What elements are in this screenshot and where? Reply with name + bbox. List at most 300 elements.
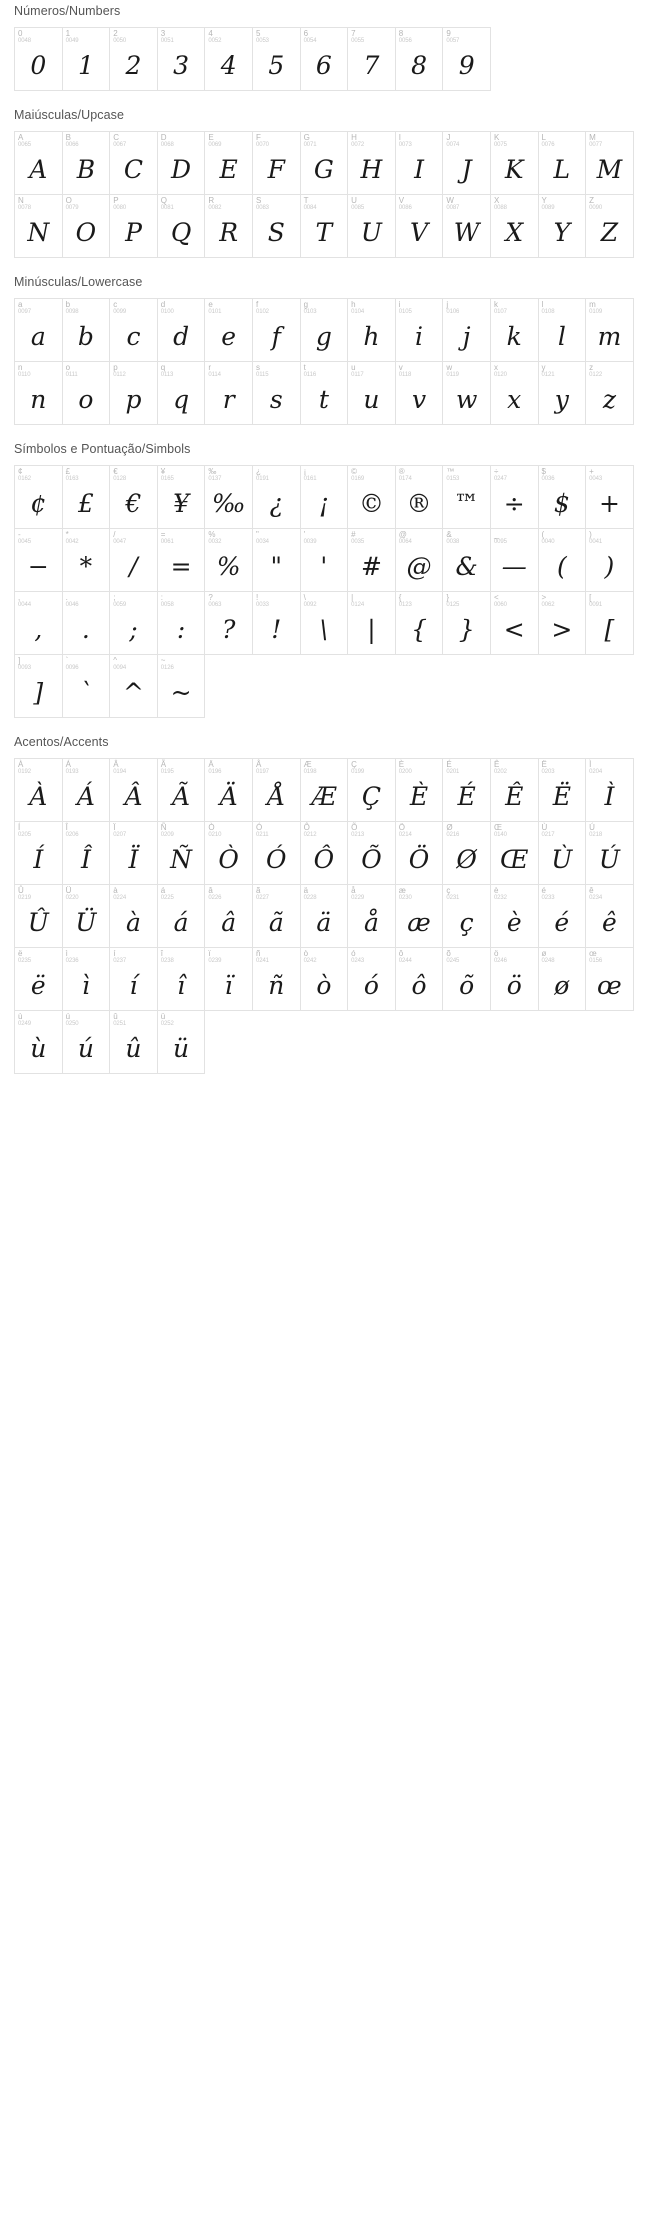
glyph-cell[interactable] bbox=[347, 758, 396, 822]
glyph-cell[interactable] bbox=[347, 194, 396, 258]
glyph-code-label: 0056 bbox=[398, 38, 412, 45]
glyph-char-label: ò bbox=[303, 949, 309, 958]
glyph-char-label: 4 bbox=[208, 29, 213, 38]
glyph-cell[interactable] bbox=[109, 758, 158, 822]
glyph-cell[interactable] bbox=[62, 298, 111, 362]
glyph-sample: Á bbox=[76, 781, 95, 811]
glyph-cell[interactable] bbox=[300, 361, 349, 425]
glyph-cell[interactable] bbox=[157, 361, 206, 425]
glyph-sample: ä bbox=[316, 907, 332, 937]
glyph-sample: − bbox=[27, 551, 49, 581]
glyph-cell[interactable] bbox=[204, 27, 253, 91]
glyph-sample: P bbox=[125, 217, 142, 247]
glyph-cell[interactable] bbox=[347, 591, 396, 655]
glyph-meta bbox=[301, 299, 348, 316]
glyph-cell[interactable] bbox=[300, 465, 349, 529]
glyph-sample: í bbox=[129, 970, 138, 1000]
glyph-cell[interactable] bbox=[204, 131, 253, 195]
glyph-cell[interactable] bbox=[395, 528, 444, 592]
glyph-cell[interactable] bbox=[490, 298, 539, 362]
glyph-code-label: 0252 bbox=[160, 1021, 174, 1028]
glyph-code-label: 0216 bbox=[446, 832, 460, 839]
glyph-meta bbox=[586, 592, 633, 609]
glyph-char-label: ¿ bbox=[255, 467, 261, 476]
glyph-code-label: 0120 bbox=[493, 372, 507, 379]
glyph-cell[interactable] bbox=[204, 361, 253, 425]
glyph-cell[interactable] bbox=[62, 947, 111, 1011]
glyph-meta bbox=[443, 948, 490, 965]
glyph-code-label: 0213 bbox=[351, 832, 365, 839]
glyph-code-label: 0072 bbox=[351, 142, 365, 149]
glyph-cell[interactable] bbox=[157, 298, 206, 362]
glyph-char-label: * bbox=[65, 530, 69, 539]
glyph-code-label: 0062 bbox=[541, 602, 555, 609]
glyph-cell[interactable] bbox=[300, 758, 349, 822]
glyph-cell[interactable] bbox=[157, 654, 206, 718]
glyph-cell[interactable] bbox=[585, 591, 634, 655]
glyph-sample: Ú bbox=[598, 844, 620, 874]
glyph-char-label: S bbox=[255, 196, 262, 205]
glyph-cell[interactable] bbox=[14, 821, 63, 885]
glyph-meta bbox=[491, 529, 538, 546]
glyph-sample: D bbox=[171, 154, 192, 184]
glyph-section bbox=[0, 275, 661, 424]
glyph-sample: n bbox=[30, 384, 47, 414]
glyph-meta bbox=[158, 362, 205, 379]
glyph-code-label: 0140 bbox=[493, 832, 507, 839]
glyph-cell[interactable] bbox=[395, 194, 444, 258]
glyph-sample: è bbox=[506, 907, 522, 937]
glyph-cell[interactable] bbox=[157, 947, 206, 1011]
glyph-cell[interactable] bbox=[347, 465, 396, 529]
glyph-cell[interactable] bbox=[490, 465, 539, 529]
glyph-cell[interactable] bbox=[204, 528, 253, 592]
glyph-cell[interactable] bbox=[252, 758, 301, 822]
glyph-cell[interactable] bbox=[300, 298, 349, 362]
glyph-code-label: 0113 bbox=[160, 372, 174, 379]
glyph-cell[interactable] bbox=[442, 528, 491, 592]
glyph-code-label: 0245 bbox=[446, 958, 460, 965]
glyph-cell[interactable] bbox=[347, 131, 396, 195]
glyph-sample: 9 bbox=[458, 50, 475, 80]
glyph-cell[interactable] bbox=[585, 758, 634, 822]
glyph-code-label: 0073 bbox=[398, 142, 412, 149]
glyph-code-label: 0250 bbox=[65, 1021, 79, 1028]
glyph-char-label: j bbox=[446, 300, 449, 309]
glyph-code-label: 0047 bbox=[113, 539, 127, 546]
glyph-char-label: \ bbox=[303, 593, 306, 602]
glyph-cell[interactable] bbox=[490, 947, 539, 1011]
glyph-cell[interactable] bbox=[395, 361, 444, 425]
glyph-code-label: 0100 bbox=[160, 309, 174, 316]
glyph-cell[interactable] bbox=[62, 884, 111, 948]
glyph-code-label: 0123 bbox=[398, 602, 412, 609]
glyph-sample: E bbox=[219, 154, 238, 184]
glyph-cell[interactable] bbox=[109, 27, 158, 91]
glyph-cell[interactable] bbox=[300, 947, 349, 1011]
glyph-sample: ¿ bbox=[269, 488, 283, 518]
glyph-cell[interactable] bbox=[300, 884, 349, 948]
glyph-cell[interactable] bbox=[62, 465, 111, 529]
glyph-sample: õ bbox=[459, 970, 475, 1000]
glyph-cell[interactable] bbox=[252, 361, 301, 425]
glyph-char-label: g bbox=[303, 300, 309, 309]
glyph-cell[interactable] bbox=[109, 465, 158, 529]
glyph-cell[interactable] bbox=[538, 528, 587, 592]
glyph-cell[interactable] bbox=[585, 194, 634, 258]
glyph-char-label: Æ bbox=[303, 760, 312, 769]
glyph-meta bbox=[348, 132, 395, 149]
glyph-cell[interactable] bbox=[62, 591, 111, 655]
glyph-char-label: ú bbox=[65, 1012, 71, 1021]
glyph-cell[interactable] bbox=[395, 298, 444, 362]
glyph-code-label: 0074 bbox=[446, 142, 460, 149]
glyph-cell[interactable] bbox=[347, 361, 396, 425]
glyph-cell[interactable] bbox=[14, 654, 63, 718]
glyph-cell[interactable] bbox=[14, 194, 63, 258]
glyph-meta bbox=[586, 948, 633, 965]
glyph-cell[interactable] bbox=[204, 194, 253, 258]
glyph-cell[interactable] bbox=[157, 1010, 206, 1074]
glyph-sample: Y bbox=[553, 217, 571, 247]
glyph-code-label: 0226 bbox=[208, 895, 222, 902]
glyph-code-label: 0106 bbox=[446, 309, 460, 316]
glyph-cell[interactable] bbox=[14, 1010, 63, 1074]
glyph-cell[interactable] bbox=[62, 1010, 111, 1074]
glyph-sample: ô bbox=[411, 970, 427, 1000]
glyph-sample: Ì bbox=[604, 781, 615, 811]
glyph-cell[interactable] bbox=[109, 361, 158, 425]
glyph-cell[interactable] bbox=[252, 298, 301, 362]
glyph-sample: Û bbox=[27, 907, 49, 937]
glyph-meta bbox=[253, 299, 300, 316]
glyph-cell[interactable] bbox=[490, 758, 539, 822]
glyph-cell[interactable] bbox=[204, 591, 253, 655]
glyph-cell[interactable] bbox=[300, 528, 349, 592]
glyph-cell[interactable] bbox=[585, 361, 634, 425]
glyph-sample: g bbox=[315, 321, 332, 351]
glyph-cell[interactable] bbox=[62, 131, 111, 195]
glyph-cell[interactable] bbox=[442, 194, 491, 258]
glyph-char-label: , bbox=[18, 593, 21, 602]
glyph-cell[interactable] bbox=[490, 884, 539, 948]
glyph-cell[interactable] bbox=[204, 821, 253, 885]
glyph-cell[interactable] bbox=[204, 947, 253, 1011]
glyph-cell[interactable] bbox=[442, 465, 491, 529]
glyph-cell[interactable] bbox=[14, 131, 63, 195]
glyph-cell[interactable] bbox=[347, 528, 396, 592]
glyph-cell[interactable] bbox=[109, 654, 158, 718]
glyph-sample: ` bbox=[79, 677, 93, 707]
glyph-code-label: 0118 bbox=[398, 372, 412, 379]
glyph-cell[interactable] bbox=[62, 821, 111, 885]
glyph-cell[interactable] bbox=[252, 947, 301, 1011]
glyph-cell[interactable] bbox=[300, 821, 349, 885]
glyph-cell[interactable] bbox=[395, 884, 444, 948]
glyph-cell[interactable] bbox=[300, 591, 349, 655]
glyph-cell[interactable] bbox=[62, 27, 111, 91]
glyph-sample: m bbox=[597, 321, 622, 351]
glyph-cell[interactable] bbox=[109, 528, 158, 592]
glyph-char-label: ë bbox=[18, 949, 23, 958]
glyph-cell[interactable] bbox=[442, 361, 491, 425]
glyph-cell[interactable] bbox=[157, 884, 206, 948]
glyph-cell[interactable] bbox=[300, 194, 349, 258]
glyph-meta bbox=[443, 466, 490, 483]
glyph-cell[interactable] bbox=[395, 591, 444, 655]
glyph-cell[interactable] bbox=[585, 884, 634, 948]
glyph-sample: x bbox=[507, 384, 522, 414]
glyph-char-label: É bbox=[446, 760, 452, 769]
glyph-cell[interactable] bbox=[395, 27, 444, 91]
glyph-cell[interactable] bbox=[538, 758, 587, 822]
glyph-cell[interactable] bbox=[252, 528, 301, 592]
glyph-code-label: 0071 bbox=[303, 142, 317, 149]
glyph-code-label: 0239 bbox=[208, 958, 222, 965]
glyph-code-label: 0122 bbox=[589, 372, 603, 379]
glyph-cell[interactable] bbox=[62, 528, 111, 592]
glyph-meta bbox=[253, 529, 300, 546]
glyph-cell[interactable] bbox=[538, 298, 587, 362]
glyph-cell[interactable] bbox=[14, 591, 63, 655]
glyph-cell[interactable] bbox=[538, 361, 587, 425]
glyph-meta bbox=[539, 362, 586, 379]
glyph-cell[interactable] bbox=[62, 654, 111, 718]
glyph-cell[interactable] bbox=[157, 528, 206, 592]
glyph-meta bbox=[15, 195, 62, 212]
glyph-cell[interactable] bbox=[300, 27, 349, 91]
glyph-cell[interactable] bbox=[157, 194, 206, 258]
glyph-meta bbox=[158, 28, 205, 45]
glyph-char-label: C bbox=[113, 133, 119, 142]
glyph-sample: < bbox=[503, 614, 525, 644]
glyph-code-label: 0108 bbox=[541, 309, 555, 316]
glyph-cell[interactable] bbox=[14, 884, 63, 948]
glyph-code-label: 0076 bbox=[541, 142, 555, 149]
glyph-code-label: 0233 bbox=[541, 895, 555, 902]
glyph-cell[interactable] bbox=[252, 821, 301, 885]
glyph-cell[interactable] bbox=[442, 884, 491, 948]
glyph-code-label: 0059 bbox=[113, 602, 127, 609]
glyph-cell[interactable] bbox=[14, 298, 63, 362]
glyph-cell[interactable] bbox=[585, 528, 634, 592]
glyph-cell[interactable] bbox=[538, 465, 587, 529]
glyph-char-label: X bbox=[493, 196, 500, 205]
glyph-sample: î bbox=[177, 970, 186, 1000]
glyph-char-label: Y bbox=[541, 196, 547, 205]
glyph-sample: 1 bbox=[77, 50, 94, 80]
glyph-code-label: 0070 bbox=[255, 142, 269, 149]
glyph-sample: V bbox=[410, 217, 429, 247]
glyph-cell[interactable] bbox=[347, 884, 396, 948]
glyph-cell[interactable] bbox=[585, 131, 634, 195]
glyph-cell[interactable] bbox=[14, 27, 63, 91]
glyph-sample: å bbox=[364, 907, 379, 937]
glyph-cell[interactable] bbox=[157, 758, 206, 822]
glyph-char-label: k bbox=[493, 300, 498, 309]
glyph-sample: Ï bbox=[128, 844, 139, 874]
glyph-cell[interactable] bbox=[14, 528, 63, 592]
glyph-meta bbox=[348, 195, 395, 212]
glyph-cell[interactable] bbox=[442, 27, 491, 91]
glyph-code-label: 0043 bbox=[589, 476, 603, 483]
glyph-meta bbox=[158, 592, 205, 609]
glyph-cell[interactable] bbox=[395, 758, 444, 822]
glyph-sample: æ bbox=[407, 907, 431, 937]
glyph-meta bbox=[15, 759, 62, 776]
glyph-cell[interactable] bbox=[538, 947, 587, 1011]
glyph-cell[interactable] bbox=[300, 131, 349, 195]
glyph-char-label: Ç bbox=[351, 760, 357, 769]
glyph-cell[interactable] bbox=[442, 131, 491, 195]
glyph-cell[interactable] bbox=[109, 947, 158, 1011]
glyph-cell[interactable] bbox=[157, 465, 206, 529]
glyph-cell[interactable] bbox=[14, 947, 63, 1011]
glyph-cell[interactable] bbox=[395, 821, 444, 885]
glyph-cell[interactable] bbox=[204, 298, 253, 362]
glyph-code-label: 0174 bbox=[398, 476, 412, 483]
glyph-meta bbox=[15, 132, 62, 149]
glyph-cell[interactable] bbox=[252, 27, 301, 91]
glyph-cell[interactable] bbox=[347, 27, 396, 91]
glyph-cell[interactable] bbox=[395, 947, 444, 1011]
glyph-cell[interactable] bbox=[538, 194, 587, 258]
glyph-cell[interactable] bbox=[109, 1010, 158, 1074]
glyph-meta bbox=[301, 592, 348, 609]
glyph-meta bbox=[539, 592, 586, 609]
sections-container bbox=[0, 4, 661, 1073]
glyph-cell[interactable] bbox=[442, 758, 491, 822]
glyph-cell[interactable] bbox=[157, 821, 206, 885]
glyph-cell[interactable] bbox=[490, 131, 539, 195]
glyph-meta bbox=[205, 132, 252, 149]
glyph-grid bbox=[0, 298, 647, 424]
glyph-cell[interactable] bbox=[14, 361, 63, 425]
glyph-char-label: Ã bbox=[160, 760, 167, 769]
glyph-code-label: 0032 bbox=[208, 539, 222, 546]
glyph-cell[interactable] bbox=[538, 821, 587, 885]
glyph-cell[interactable] bbox=[442, 947, 491, 1011]
glyph-cell[interactable] bbox=[14, 465, 63, 529]
glyph-cell[interactable] bbox=[490, 528, 539, 592]
glyph-cell[interactable] bbox=[538, 884, 587, 948]
glyph-cell[interactable] bbox=[490, 361, 539, 425]
glyph-cell[interactable] bbox=[585, 298, 634, 362]
glyph-cell[interactable] bbox=[442, 591, 491, 655]
glyph-code-label: 0096 bbox=[65, 665, 79, 672]
glyph-cell[interactable] bbox=[157, 591, 206, 655]
glyph-meta bbox=[110, 132, 157, 149]
glyph-cell[interactable] bbox=[490, 194, 539, 258]
glyph-char-label: I bbox=[398, 133, 401, 142]
glyph-cell[interactable] bbox=[252, 131, 301, 195]
glyph-cell[interactable] bbox=[204, 465, 253, 529]
glyph-char-label: n bbox=[18, 363, 23, 372]
glyph-sample: B bbox=[76, 154, 96, 184]
glyph-specimen-page bbox=[0, 0, 661, 1073]
glyph-cell[interactable] bbox=[157, 27, 206, 91]
glyph-cell[interactable] bbox=[62, 361, 111, 425]
glyph-cell[interactable] bbox=[62, 194, 111, 258]
glyph-char-label: å bbox=[351, 886, 356, 895]
glyph-char-label: Ø bbox=[446, 823, 453, 832]
glyph-cell[interactable] bbox=[157, 131, 206, 195]
glyph-char-label: - bbox=[18, 530, 21, 539]
glyph-meta bbox=[586, 466, 633, 483]
glyph-cell[interactable] bbox=[14, 758, 63, 822]
glyph-meta bbox=[253, 592, 300, 609]
glyph-sample: Ô bbox=[313, 844, 335, 874]
glyph-cell[interactable] bbox=[347, 821, 396, 885]
glyph-cell[interactable] bbox=[109, 298, 158, 362]
glyph-cell[interactable] bbox=[347, 947, 396, 1011]
glyph-cell[interactable] bbox=[585, 947, 634, 1011]
glyph-cell[interactable] bbox=[490, 591, 539, 655]
glyph-code-label: 0041 bbox=[589, 539, 603, 546]
glyph-cell[interactable] bbox=[252, 465, 301, 529]
glyph-code-label: 0198 bbox=[303, 769, 317, 776]
glyph-cell[interactable] bbox=[538, 131, 587, 195]
glyph-cell[interactable] bbox=[204, 884, 253, 948]
glyph-cell[interactable] bbox=[109, 194, 158, 258]
glyph-cell[interactable] bbox=[395, 131, 444, 195]
glyph-cell[interactable] bbox=[347, 298, 396, 362]
glyph-sample: Å bbox=[267, 781, 286, 811]
glyph-cell[interactable] bbox=[252, 884, 301, 948]
glyph-cell[interactable] bbox=[109, 131, 158, 195]
glyph-cell[interactable] bbox=[252, 591, 301, 655]
glyph-sample: S bbox=[267, 217, 285, 247]
glyph-meta bbox=[253, 822, 300, 839]
glyph-cell[interactable] bbox=[395, 465, 444, 529]
glyph-char-label: ‰ bbox=[208, 467, 217, 476]
glyph-cell[interactable] bbox=[538, 591, 587, 655]
glyph-cell[interactable] bbox=[490, 821, 539, 885]
glyph-cell[interactable] bbox=[62, 758, 111, 822]
glyph-sample: " bbox=[270, 551, 283, 581]
glyph-meta bbox=[491, 132, 538, 149]
glyph-cell[interactable] bbox=[204, 758, 253, 822]
glyph-sample: 4 bbox=[220, 50, 237, 80]
glyph-cell[interactable] bbox=[109, 821, 158, 885]
glyph-char-label: £ bbox=[65, 467, 71, 476]
glyph-cell[interactable] bbox=[109, 591, 158, 655]
glyph-sample: É bbox=[457, 781, 476, 811]
glyph-char-label: Ü bbox=[65, 886, 72, 895]
glyph-meta bbox=[15, 529, 62, 546]
glyph-meta bbox=[348, 362, 395, 379]
glyph-cell[interactable] bbox=[109, 884, 158, 948]
glyph-sample: X bbox=[505, 217, 524, 247]
glyph-sample: ù bbox=[30, 1033, 47, 1063]
glyph-cell[interactable] bbox=[585, 465, 634, 529]
glyph-meta bbox=[253, 885, 300, 902]
glyph-char-label: = bbox=[160, 530, 166, 539]
glyph-sample: ò bbox=[316, 970, 332, 1000]
glyph-meta bbox=[110, 28, 157, 45]
glyph-cell[interactable] bbox=[585, 821, 634, 885]
glyph-sample: w bbox=[455, 384, 478, 414]
glyph-cell[interactable] bbox=[252, 194, 301, 258]
glyph-meta bbox=[110, 948, 157, 965]
glyph-code-label: 0086 bbox=[398, 205, 412, 212]
glyph-code-label: 0110 bbox=[18, 372, 31, 379]
glyph-sample: C bbox=[123, 154, 144, 184]
glyph-meta bbox=[491, 948, 538, 965]
glyph-cell[interactable] bbox=[442, 298, 491, 362]
glyph-cell[interactable] bbox=[442, 821, 491, 885]
glyph-char-label: u bbox=[351, 363, 356, 372]
